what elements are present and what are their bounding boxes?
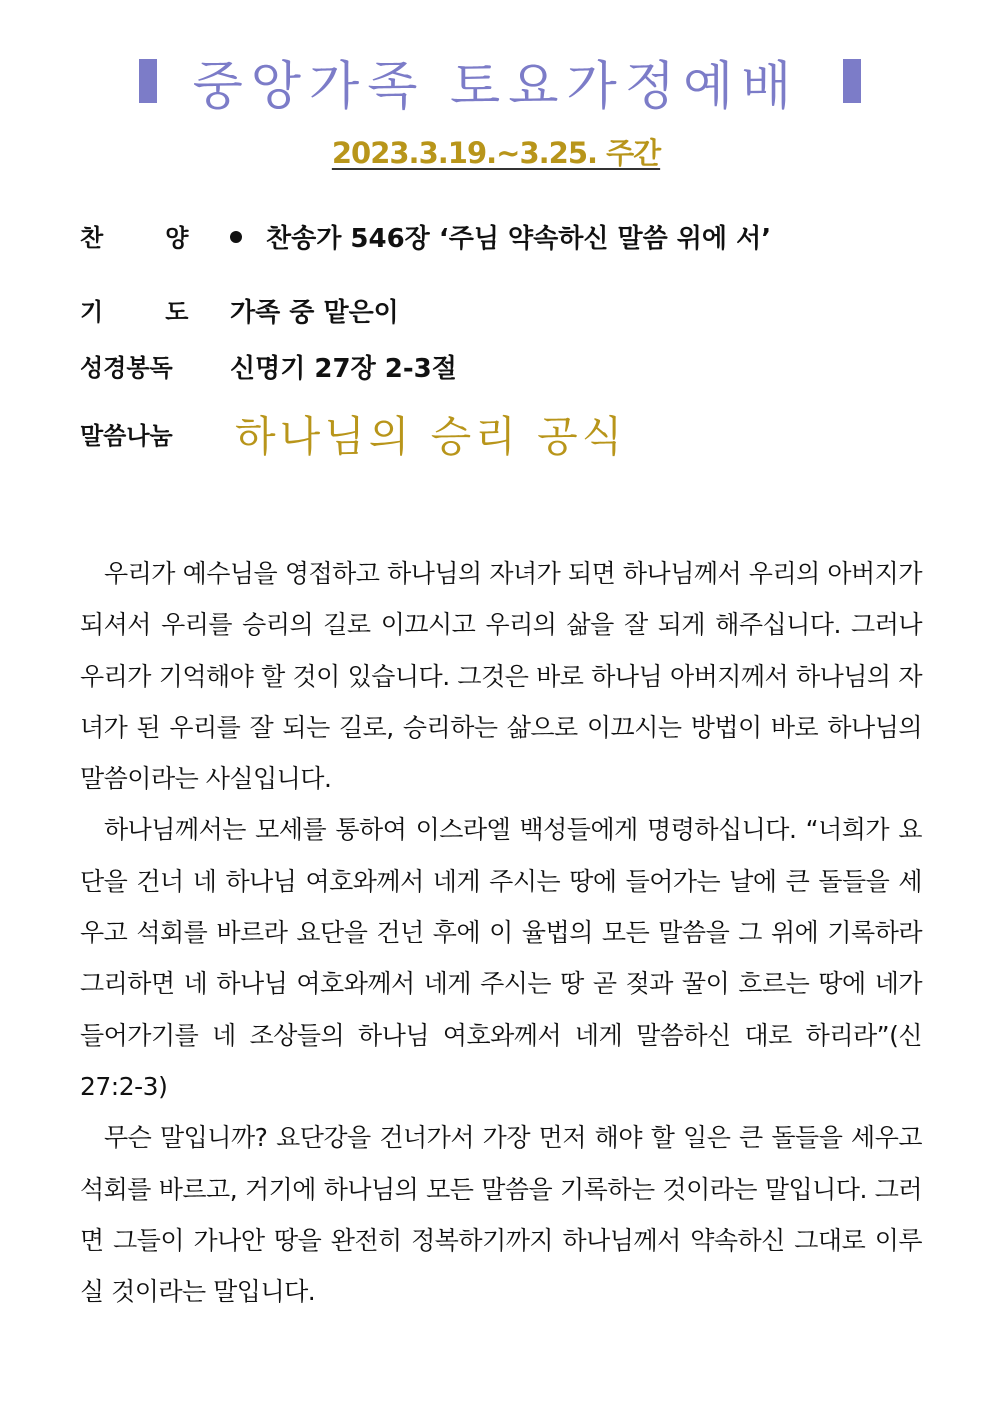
title-row <box>0 42 992 118</box>
sermon-label: 말씀나눔 <box>80 422 173 450</box>
body-paragraph-3: 무슨 말입니까? 요단강을 건너가서 가장 먼저 해야 할 일은 큰 돌들을 세우고 석회를 바르고, 거기에 하나님의 모든 말씀을 기록하는 것이라는 말입니다. 그러면 그들이 가나안 땅을 완전히 정복하기까지 하나님께서 약속하신 그대로 이루실 것이라는 말입니다. <box>80 1123 922 1307</box>
reading-label: 성경봉독 <box>80 354 173 382</box>
page-title: 중앙가족 토요가정예배 <box>192 57 800 117</box>
title-right-bar <box>843 59 861 103</box>
prayer-label <box>80 292 188 327</box>
date-range-text: 2023.3.19.~3.25. 주간 <box>331 136 661 170</box>
prayer-label-char-2: 도 <box>165 298 189 326</box>
hymn-label-char-1: 찬 <box>80 224 104 252</box>
hymn-value <box>230 218 771 255</box>
reading-value: 신명기 27장 2-3절 <box>230 354 457 384</box>
bullet-icon <box>230 231 242 243</box>
sermon-title: 하나님의 승리 공식 <box>235 412 627 461</box>
prayer-value: 가족 중 맡은이 <box>230 298 399 328</box>
date-range <box>0 131 992 172</box>
hymn-label <box>80 218 188 253</box>
hymn-value-text: 찬송가 546장 ‘주님 약속하신 말씀 위에 서’ <box>266 224 772 254</box>
hymn-label-char-2: 양 <box>165 224 189 252</box>
body-paragraph-1: 우리가 예수님을 영접하고 하나님의 자녀가 되면 하나님께서 우리의 아버지가 되셔서 우리를 승리의 길로 이끄시고 우리의 삶을 잘 되게 해주십니다. 그러나 우리가 기억해야 할 것이 있습니다. 그것은 바로 하나님 아버지께서 하나님의 자녀가 된 우리를 잘 되는 길로, 승리하는 삶으로 이끄시는 방법이 바로 하나님의 말씀이라는 사실입니다. <box>80 559 922 794</box>
body-paragraph-2: 하나님께서는 모세를 통하여 이스라엘 백성들에게 명령하십니다. “너희가 요단을 건너 네 하나님 여호와께서 네게 주시는 땅에 들어가는 날에 큰 돌들을 세우고 석회를 바르라 요단을 건넌 후에 이 율법의 모든 말씀을 그 위에 기록하라 그리하면 네 하나님 여호와께서 네게 주시는 땅 곧 젖과 꿀이 흐르는 땅에 네가 들어가기를 네 조상들의 하나님 여호와께서 네게 말씀하신 대로 하리라”(신 27:2-3) <box>80 815 922 1101</box>
sermon-body <box>80 548 922 1317</box>
prayer-label-char-1: 기 <box>80 298 104 326</box>
